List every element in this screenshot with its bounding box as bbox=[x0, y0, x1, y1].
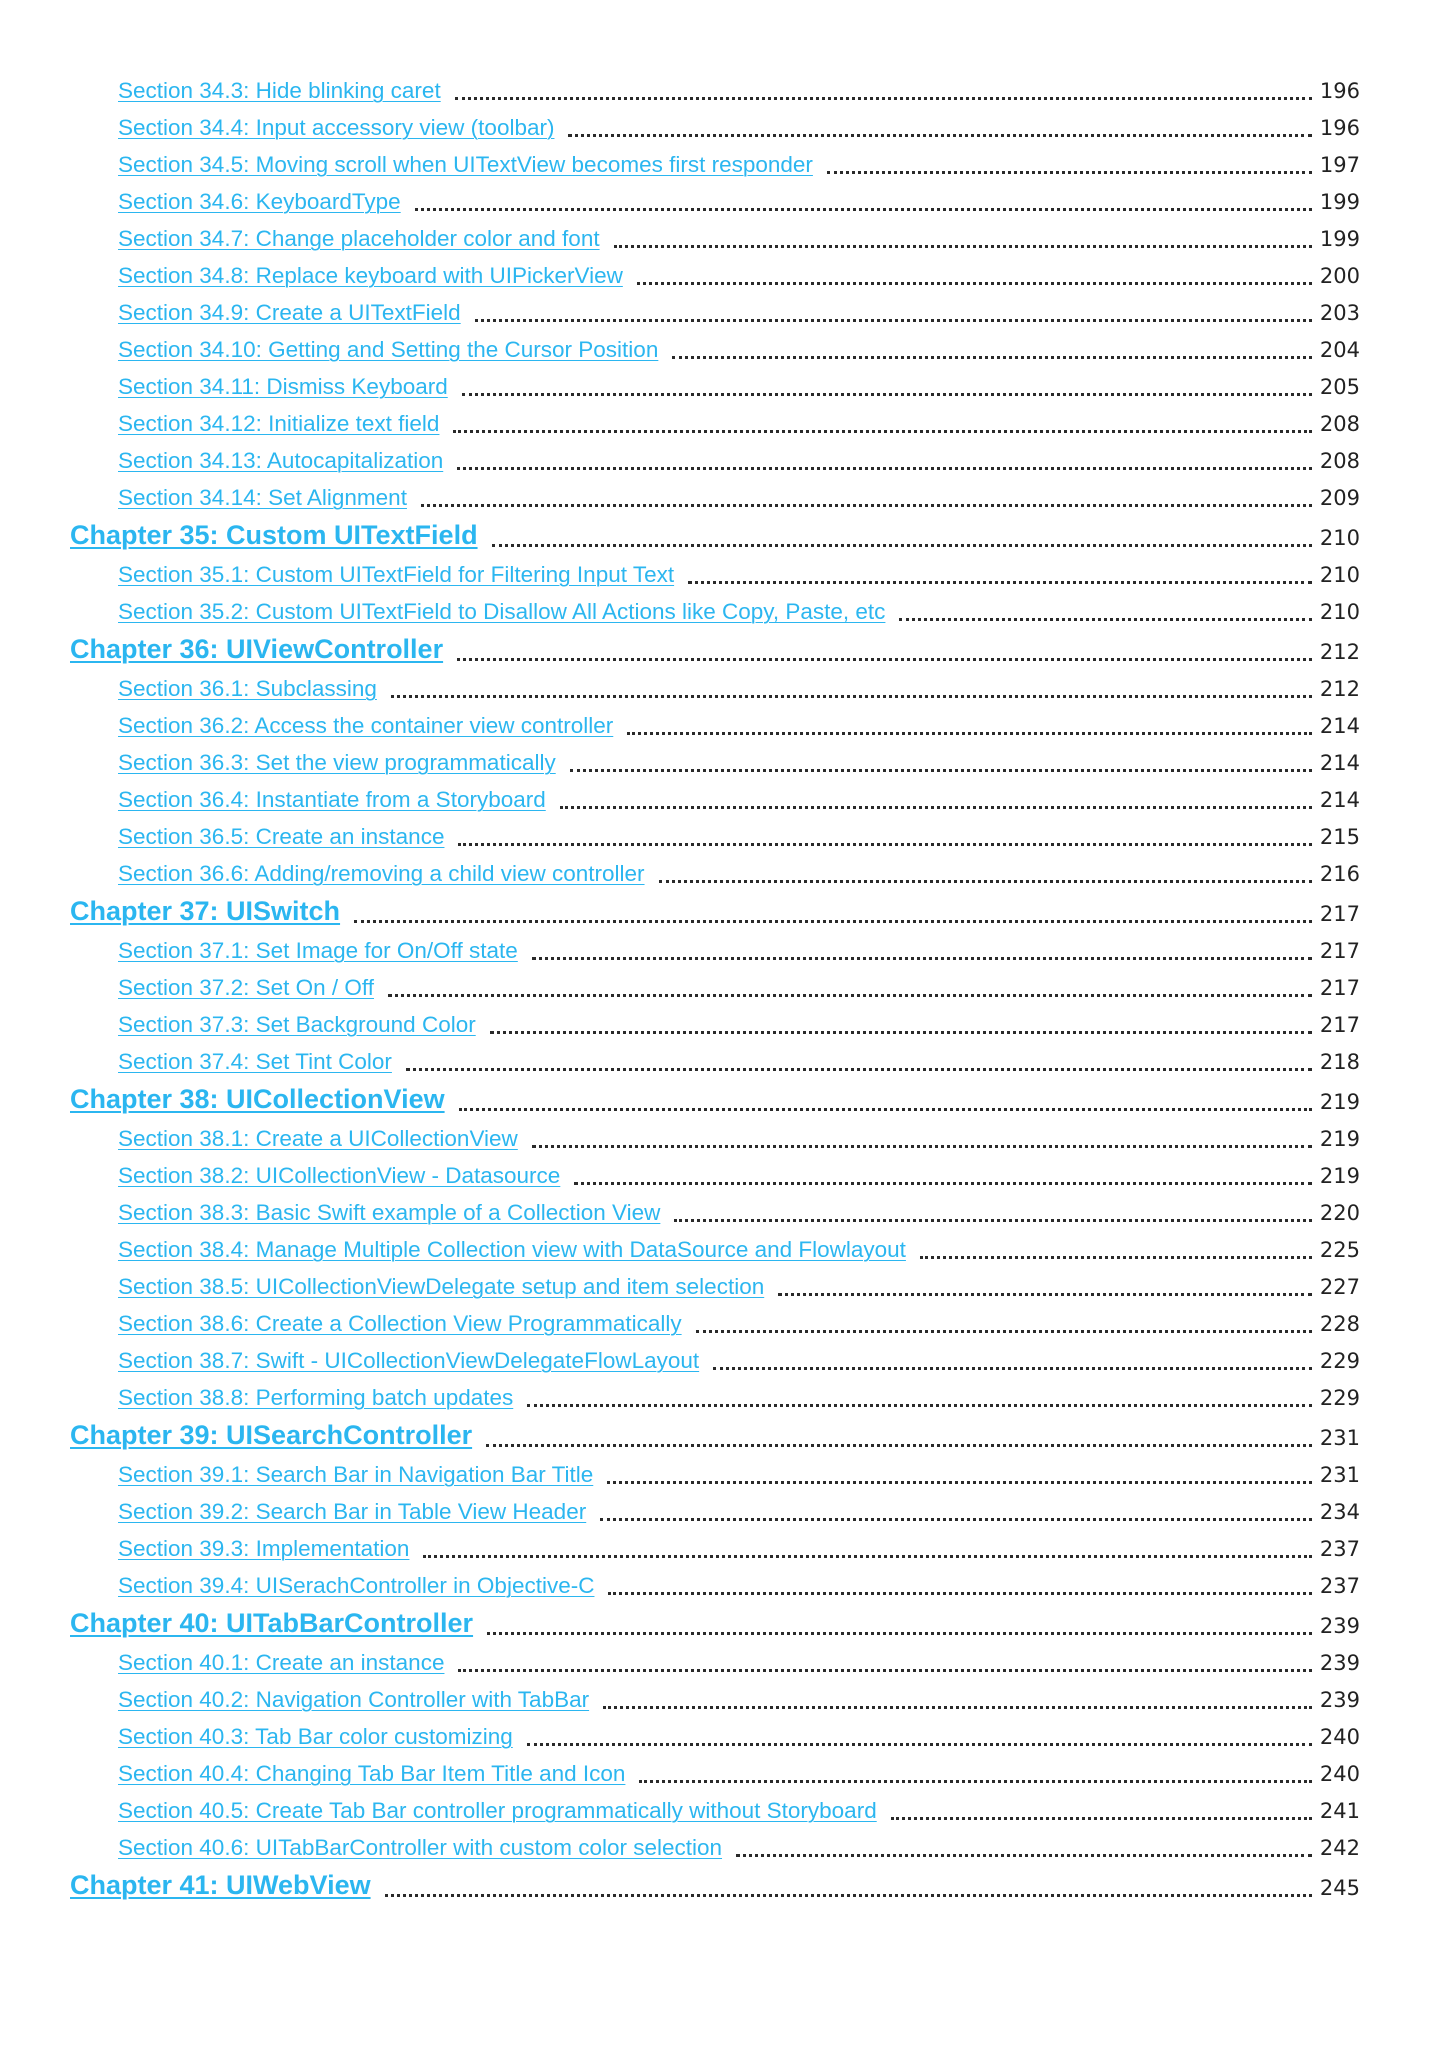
toc-section-link[interactable]: Section 38.8: Performing batch updates bbox=[118, 1385, 514, 1410]
toc-section-row bbox=[70, 932, 1360, 969]
toc-section-link[interactable]: Section 40.2: Navigation Controller with TabBar bbox=[118, 1687, 590, 1712]
toc-section-row bbox=[70, 1530, 1360, 1567]
dot-leader bbox=[627, 732, 1312, 735]
toc-page-number: 210 bbox=[1319, 600, 1360, 624]
toc-section-row bbox=[70, 1792, 1360, 1829]
dot-leader bbox=[574, 1182, 1312, 1185]
toc-section-link[interactable]: Section 34.3: Hide blinking caret bbox=[118, 78, 441, 103]
toc-page-number: 196 bbox=[1319, 116, 1360, 140]
toc-section-link[interactable]: Section 40.6: UITabBarController with custom color selection bbox=[118, 1835, 723, 1860]
toc-section-link[interactable]: Section 40.1: Create an instance bbox=[118, 1650, 445, 1675]
dot-leader bbox=[614, 245, 1312, 248]
toc-section-row bbox=[70, 257, 1360, 294]
toc-page-number: 199 bbox=[1319, 190, 1360, 214]
toc-chapter-link[interactable]: Chapter 40: UITabBarController bbox=[70, 1608, 474, 1638]
dot-leader bbox=[388, 994, 1312, 997]
dot-leader bbox=[391, 695, 1312, 698]
toc-page-number: 214 bbox=[1319, 788, 1360, 812]
toc-section-row bbox=[70, 1120, 1360, 1157]
toc-section-row bbox=[70, 1268, 1360, 1305]
toc-section-row bbox=[70, 1157, 1360, 1194]
dot-leader bbox=[600, 1518, 1312, 1521]
dot-leader bbox=[891, 1817, 1312, 1820]
toc-page-number: 212 bbox=[1319, 677, 1360, 701]
toc-section-row bbox=[70, 405, 1360, 442]
dot-leader bbox=[458, 1669, 1311, 1672]
toc-chapter-row bbox=[70, 1080, 1360, 1120]
toc-chapter-row bbox=[70, 1416, 1360, 1456]
toc-section-row bbox=[70, 1194, 1360, 1231]
toc-section-link[interactable]: Section 34.10: Getting and Setting the Cursor Position bbox=[118, 337, 659, 362]
toc-page-number: 217 bbox=[1319, 939, 1360, 963]
dot-leader bbox=[778, 1293, 1312, 1296]
toc-section-link[interactable]: Section 36.5: Create an instance bbox=[118, 824, 445, 849]
toc-section-row bbox=[70, 109, 1360, 146]
dot-leader bbox=[453, 430, 1311, 433]
toc-chapter-link[interactable]: Chapter 35: Custom UITextField bbox=[70, 520, 478, 550]
toc-chapter-row bbox=[70, 892, 1360, 932]
dot-leader bbox=[455, 97, 1312, 100]
toc-chapter-link[interactable]: Chapter 38: UICollectionView bbox=[70, 1084, 445, 1114]
toc-section-link[interactable]: Section 35.1: Custom UITextField for Filtering Input Text bbox=[118, 562, 675, 587]
toc-chapter-row bbox=[70, 1866, 1360, 1906]
dot-leader bbox=[354, 920, 1312, 923]
toc-section-row bbox=[70, 1567, 1360, 1604]
toc-chapter-link[interactable]: Chapter 41: UIWebView bbox=[70, 1870, 371, 1900]
dot-leader bbox=[490, 1031, 1312, 1034]
toc-section-link[interactable]: Section 36.2: Access the container view controller bbox=[118, 713, 614, 738]
toc-section-link[interactable]: Section 40.4: Changing Tab Bar Item Title and Icon bbox=[118, 1761, 626, 1786]
toc-page-number: 219 bbox=[1319, 1164, 1360, 1188]
toc-section-row bbox=[70, 1305, 1360, 1342]
toc-page-number: 204 bbox=[1319, 338, 1360, 362]
toc-page-number: 234 bbox=[1319, 1500, 1360, 1524]
toc-page-number: 214 bbox=[1319, 751, 1360, 775]
toc-section-row bbox=[70, 781, 1360, 818]
toc-section-link[interactable]: Section 39.4: UISerachController in Objective-C bbox=[118, 1573, 595, 1598]
toc-section-row bbox=[70, 707, 1360, 744]
toc-section-row bbox=[70, 556, 1360, 593]
toc-page-number: 217 bbox=[1319, 976, 1360, 1000]
toc-page-number: 197 bbox=[1319, 153, 1360, 177]
toc-section-row bbox=[70, 331, 1360, 368]
toc-page-number: 200 bbox=[1319, 264, 1360, 288]
dot-leader bbox=[570, 769, 1312, 772]
dot-leader bbox=[920, 1256, 1312, 1259]
toc-section-link[interactable]: Section 34.8: Replace keyboard with UIPickerView bbox=[118, 263, 623, 288]
toc-page-number: 228 bbox=[1319, 1312, 1360, 1336]
toc-section-row bbox=[70, 1456, 1360, 1493]
toc-page-number: 219 bbox=[1319, 1127, 1360, 1151]
toc-page-number: 227 bbox=[1319, 1275, 1360, 1299]
toc-page-number: 216 bbox=[1319, 862, 1360, 886]
toc-page-number: 215 bbox=[1319, 825, 1360, 849]
toc-section-row bbox=[70, 670, 1360, 707]
toc-section-link[interactable]: Section 34.7: Change placeholder color and font bbox=[118, 226, 600, 251]
toc-page-number: 196 bbox=[1319, 79, 1360, 103]
toc-page-number: 203 bbox=[1319, 301, 1360, 325]
toc-section-link[interactable]: Section 38.1: Create a UICollectionView bbox=[118, 1126, 518, 1151]
toc-section-row bbox=[70, 818, 1360, 855]
toc-section-row bbox=[70, 1755, 1360, 1792]
toc-section-link[interactable]: Section 38.3: Basic Swift example of a Collection View bbox=[118, 1200, 661, 1225]
toc-page-number: 199 bbox=[1319, 227, 1360, 251]
dot-leader bbox=[674, 1219, 1312, 1222]
toc-page-number: 229 bbox=[1319, 1386, 1360, 1410]
dot-leader bbox=[639, 1780, 1312, 1783]
toc-section-link[interactable]: Section 36.3: Set the view programmatically bbox=[118, 750, 556, 775]
dot-leader bbox=[696, 1330, 1312, 1333]
toc-page-number: 205 bbox=[1319, 375, 1360, 399]
toc-chapter-link[interactable]: Chapter 37: UISwitch bbox=[70, 896, 341, 926]
dot-leader bbox=[607, 1481, 1312, 1484]
toc-section-link[interactable]: Section 34.6: KeyboardType bbox=[118, 189, 401, 214]
toc-page-number: 225 bbox=[1319, 1238, 1360, 1262]
toc-section-link[interactable]: Section 38.2: UICollectionView - Datasource bbox=[118, 1163, 561, 1188]
toc-section-link[interactable]: Section 38.6: Create a Collection View Programmatically bbox=[118, 1311, 682, 1336]
dot-leader bbox=[457, 658, 1312, 661]
toc-page-number: 231 bbox=[1319, 1426, 1360, 1450]
toc-page-number: 210 bbox=[1319, 526, 1360, 550]
dot-leader bbox=[637, 282, 1312, 285]
toc-section-link[interactable]: Section 35.2: Custom UITextField to Disallow All Actions like Copy, Paste, etc bbox=[118, 599, 886, 624]
toc-section-link[interactable]: Section 36.4: Instantiate from a Storyboard bbox=[118, 787, 546, 812]
toc-section-row bbox=[70, 1493, 1360, 1530]
toc-section-row bbox=[70, 593, 1360, 630]
toc-section-row bbox=[70, 1718, 1360, 1755]
toc-section-row bbox=[70, 72, 1360, 109]
dot-leader bbox=[492, 544, 1312, 547]
dot-leader bbox=[486, 1444, 1312, 1447]
toc-page-number: 217 bbox=[1319, 1013, 1360, 1037]
dot-leader bbox=[527, 1743, 1312, 1746]
toc-section-link[interactable]: Section 37.2: Set On / Off bbox=[118, 975, 374, 1000]
toc-page-number: 208 bbox=[1319, 449, 1360, 473]
toc-section-link[interactable]: Section 34.14: Set Alignment bbox=[118, 485, 407, 510]
dot-leader bbox=[899, 618, 1311, 621]
toc-section-link[interactable]: Section 36.1: Subclassing bbox=[118, 676, 377, 701]
dot-leader bbox=[457, 467, 1312, 470]
toc-page-number: 240 bbox=[1319, 1725, 1360, 1749]
toc-page-number: 239 bbox=[1319, 1688, 1360, 1712]
toc-section-row bbox=[70, 1231, 1360, 1268]
toc-chapter-row bbox=[70, 516, 1360, 556]
toc-section-row bbox=[70, 294, 1360, 331]
dot-leader bbox=[560, 806, 1312, 809]
toc-section-link[interactable]: Section 40.5: Create Tab Bar controller programmatically without Storyboard bbox=[118, 1798, 877, 1823]
toc-section-row bbox=[70, 1681, 1360, 1718]
toc-section-link[interactable]: Section 34.12: Initialize text field bbox=[118, 411, 440, 436]
toc-section-link[interactable]: Section 38.5: UICollectionViewDelegate setup and item selection bbox=[118, 1274, 765, 1299]
toc-chapter-link[interactable]: Chapter 39: UISearchController bbox=[70, 1420, 473, 1450]
dot-leader bbox=[423, 1555, 1311, 1558]
toc-section-link[interactable]: Section 39.3: Implementation bbox=[118, 1536, 410, 1561]
dot-leader bbox=[688, 581, 1312, 584]
dot-leader bbox=[736, 1854, 1312, 1857]
toc-page-number: 218 bbox=[1319, 1050, 1360, 1074]
toc-section-link[interactable]: Section 34.13: Autocapitalization bbox=[118, 448, 444, 473]
toc-section-link[interactable]: Section 34.5: Moving scroll when UITextView becomes first responder bbox=[118, 152, 813, 177]
toc-chapter-link[interactable]: Chapter 36: UIViewController bbox=[70, 634, 444, 664]
dot-leader bbox=[603, 1706, 1312, 1709]
dot-leader bbox=[385, 1894, 1312, 1897]
toc-page-number: 241 bbox=[1319, 1799, 1360, 1823]
toc-section-link[interactable]: Section 34.4: Input accessory view (toolbar) bbox=[118, 115, 555, 140]
toc-section-row bbox=[70, 1342, 1360, 1379]
toc-section-row bbox=[70, 220, 1360, 257]
dot-leader bbox=[713, 1367, 1312, 1370]
toc-page-number: 217 bbox=[1319, 902, 1360, 926]
toc-page-number: 220 bbox=[1319, 1201, 1360, 1225]
toc-section-link[interactable]: Section 37.3: Set Background Color bbox=[118, 1012, 476, 1037]
toc-page-number: 219 bbox=[1319, 1090, 1360, 1114]
toc-section-row bbox=[70, 183, 1360, 220]
toc-section-row bbox=[70, 479, 1360, 516]
table-of-contents bbox=[70, 72, 1360, 1906]
toc-page-number: 237 bbox=[1319, 1537, 1360, 1561]
toc-section-row bbox=[70, 744, 1360, 781]
dot-leader bbox=[827, 171, 1312, 174]
toc-section-row bbox=[70, 1644, 1360, 1681]
dot-leader bbox=[462, 393, 1312, 396]
toc-page-number: 212 bbox=[1319, 640, 1360, 664]
toc-section-link[interactable]: Section 37.4: Set Tint Color bbox=[118, 1049, 392, 1074]
toc-section-link[interactable]: Section 39.1: Search Bar in Navigation Bar Title bbox=[118, 1462, 594, 1487]
dot-leader bbox=[568, 134, 1311, 137]
toc-section-link[interactable]: Section 39.2: Search Bar in Table View Header bbox=[118, 1499, 587, 1524]
dot-leader bbox=[527, 1404, 1312, 1407]
toc-page-number: 209 bbox=[1319, 486, 1360, 510]
toc-chapter-row bbox=[70, 630, 1360, 670]
dot-leader bbox=[532, 957, 1312, 960]
toc-page-number: 229 bbox=[1319, 1349, 1360, 1373]
dot-leader bbox=[659, 880, 1312, 883]
toc-section-link[interactable]: Section 40.3: Tab Bar color customizing bbox=[118, 1724, 513, 1749]
dot-leader bbox=[421, 504, 1312, 507]
dot-leader bbox=[672, 356, 1312, 359]
toc-section-row bbox=[70, 442, 1360, 479]
dot-leader bbox=[487, 1632, 1312, 1635]
dot-leader bbox=[532, 1145, 1312, 1148]
toc-page-number: 208 bbox=[1319, 412, 1360, 436]
toc-section-row bbox=[70, 1829, 1360, 1866]
toc-section-link[interactable]: Section 34.9: Create a UITextField bbox=[118, 300, 461, 325]
toc-page-number: 245 bbox=[1319, 1876, 1360, 1900]
toc-section-link[interactable]: Section 36.6: Adding/removing a child view controller bbox=[118, 861, 645, 886]
toc-section-row bbox=[70, 1006, 1360, 1043]
toc-page-number: 239 bbox=[1319, 1651, 1360, 1675]
dot-leader bbox=[475, 319, 1312, 322]
toc-section-row bbox=[70, 1379, 1360, 1416]
toc-section-link[interactable]: Section 34.11: Dismiss Keyboard bbox=[118, 374, 448, 399]
toc-section-link[interactable]: Section 37.1: Set Image for On/Off state bbox=[118, 938, 518, 963]
toc-section-row bbox=[70, 368, 1360, 405]
toc-page-number: 231 bbox=[1319, 1463, 1360, 1487]
toc-page-number: 210 bbox=[1319, 563, 1360, 587]
toc-page-number: 214 bbox=[1319, 714, 1360, 738]
toc-page-number: 240 bbox=[1319, 1762, 1360, 1786]
toc-section-link[interactable]: Section 38.7: Swift - UICollectionViewDelegateFlowLayout bbox=[118, 1348, 700, 1373]
toc-section-row bbox=[70, 855, 1360, 892]
toc-section-row bbox=[70, 969, 1360, 1006]
dot-leader bbox=[406, 1068, 1312, 1071]
toc-chapter-row bbox=[70, 1604, 1360, 1644]
dot-leader bbox=[415, 208, 1312, 211]
toc-page-number: 237 bbox=[1319, 1574, 1360, 1598]
dot-leader bbox=[459, 1108, 1312, 1111]
toc-page-number: 242 bbox=[1319, 1836, 1360, 1860]
dot-leader bbox=[608, 1592, 1311, 1595]
toc-section-link[interactable]: Section 38.4: Manage Multiple Collection view with DataSource and Flowlayout bbox=[118, 1237, 906, 1262]
toc-section-row bbox=[70, 146, 1360, 183]
toc-page-number: 239 bbox=[1319, 1614, 1360, 1638]
toc-section-row bbox=[70, 1043, 1360, 1080]
dot-leader bbox=[458, 843, 1311, 846]
